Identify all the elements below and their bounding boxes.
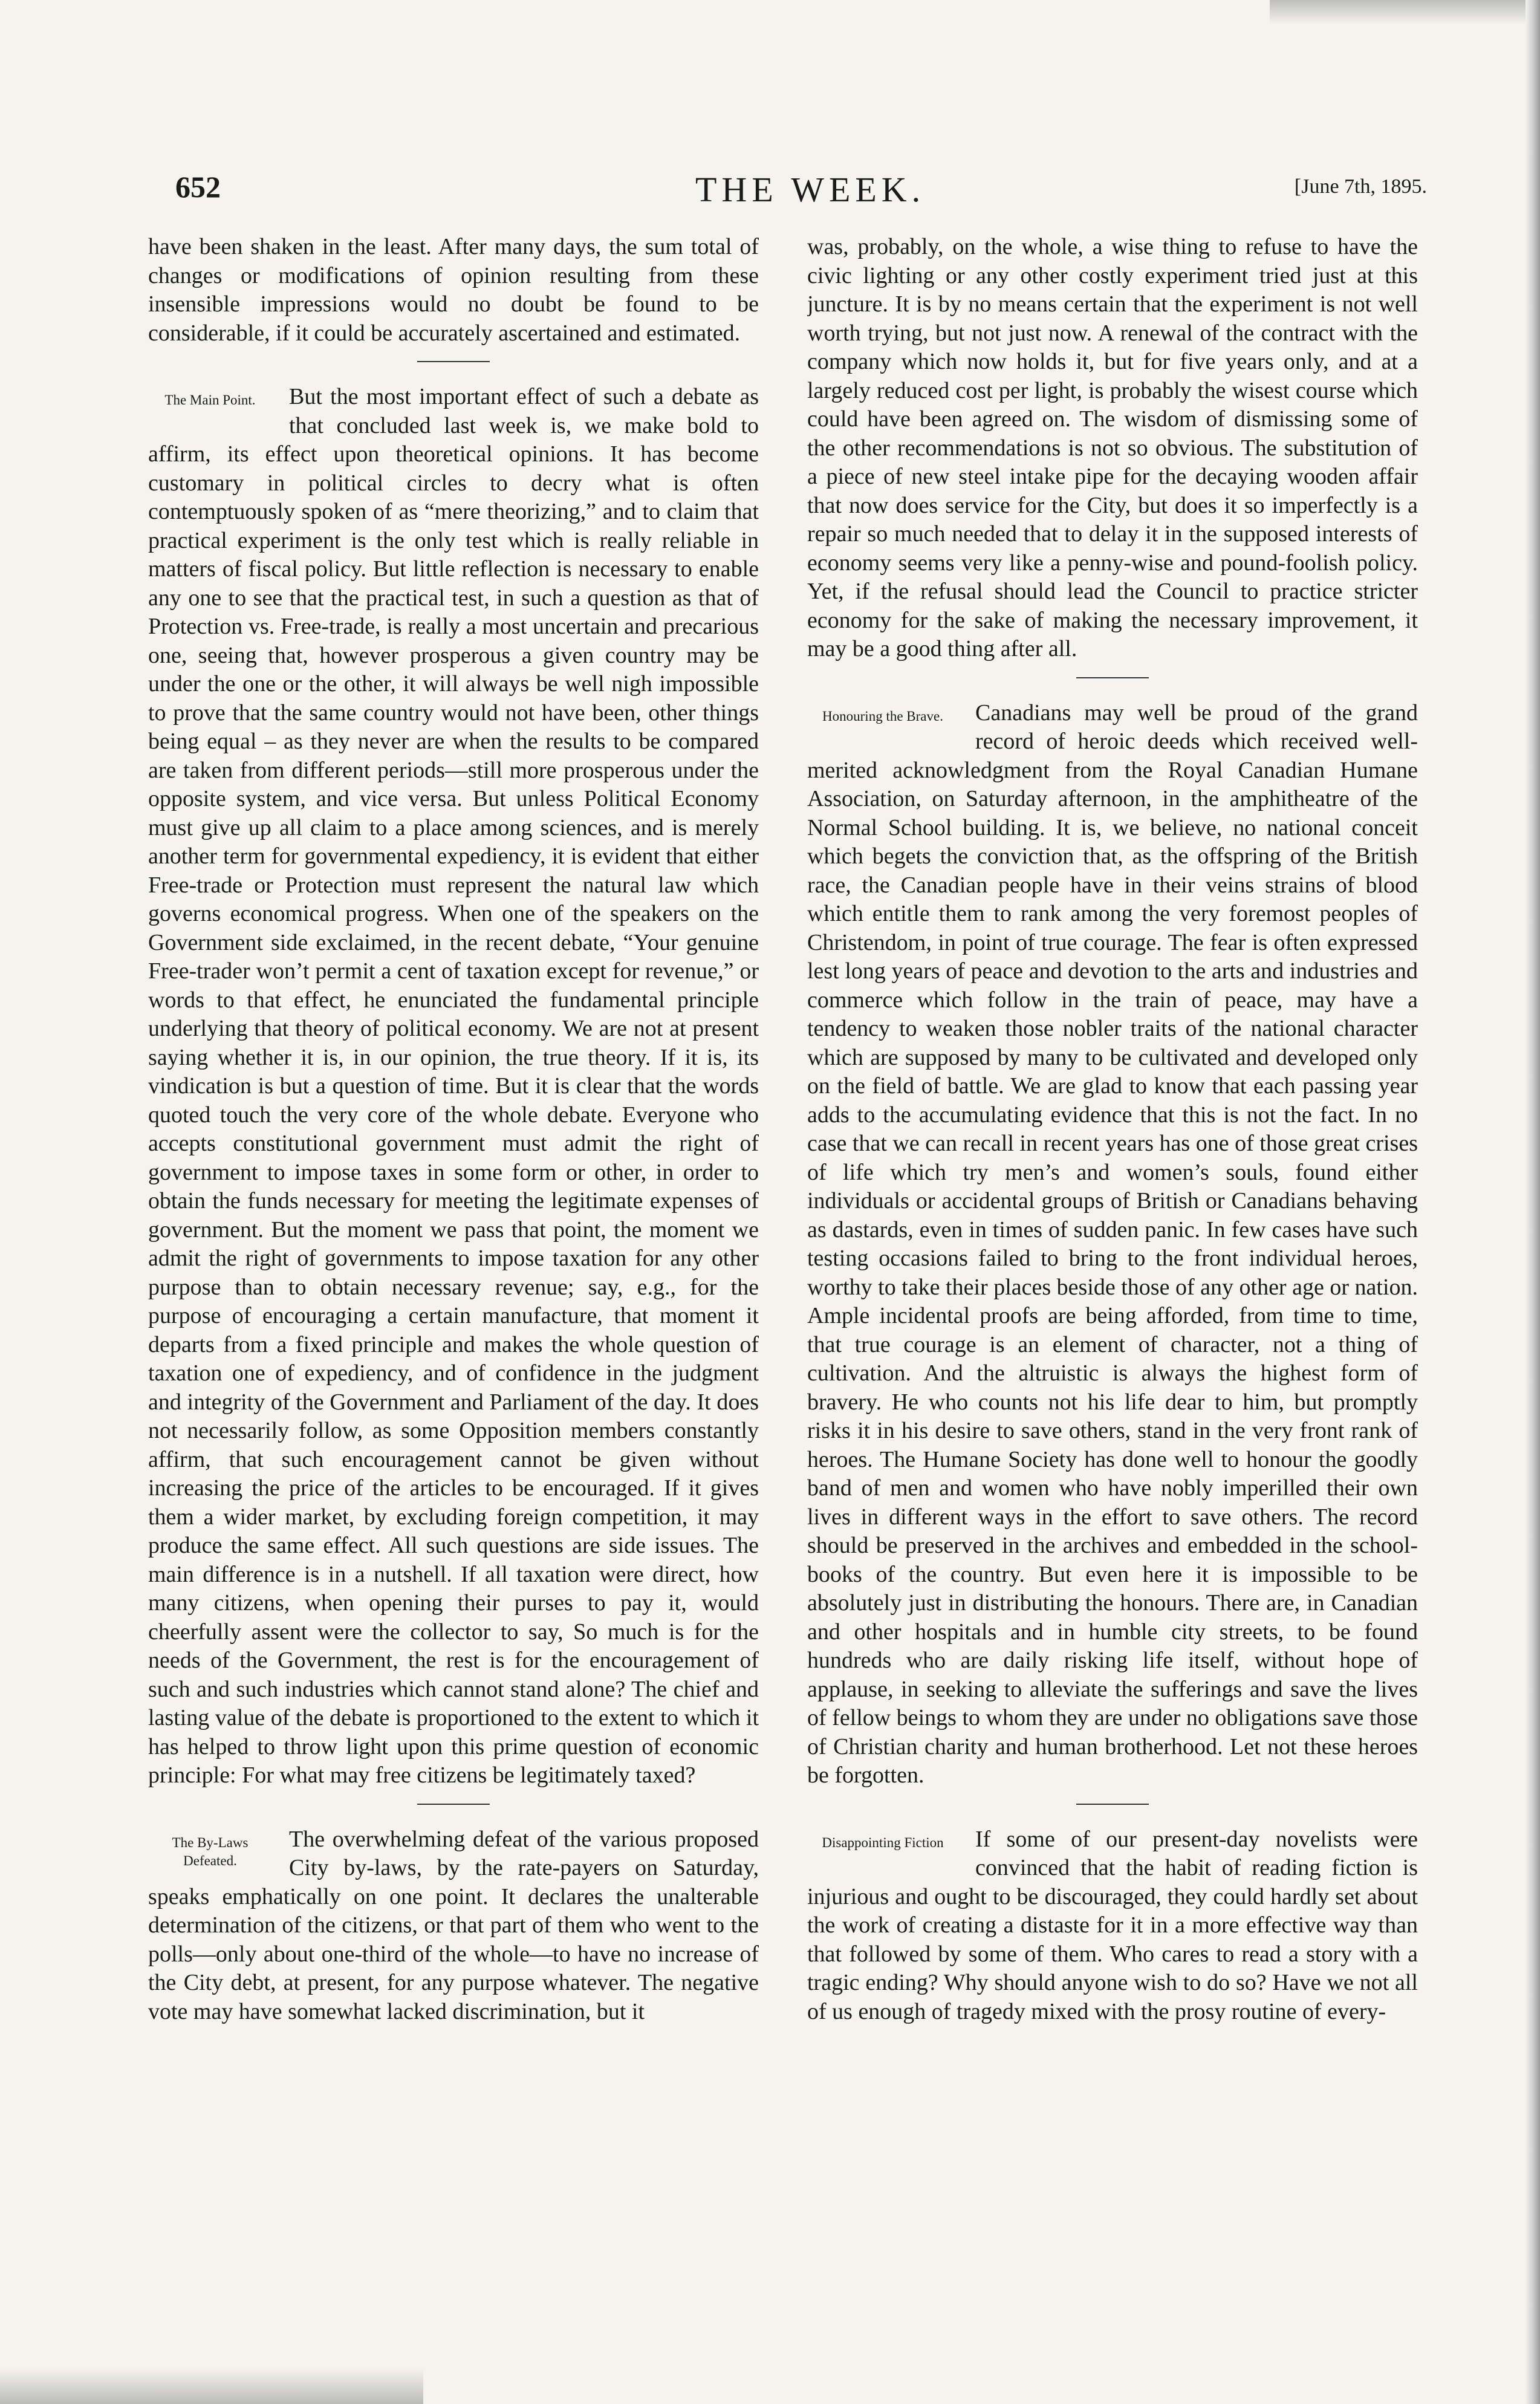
page-number: 652 — [175, 170, 221, 204]
continuation-paragraph-right: was, probably, on the whole, a wise thing to refuse to have the civic lighting or any other costly experiment tried just at this juncture. It is by no means certain that the experiment is not well worth trying, but not just now. A renewal of the contract with the company which now holds it, but for five years only, and at a largely reduced cost per light, is probably the wisest course which could have been agreed on. The wisdom of dismissing some of the other recommendations is not so obvious. The substitution of a piece of new steel intake pipe for the decaying wooden affair that now does service for the City, but does it so imperfectly is a repair so much needed that to delay it in the supposed interests of economy seems very like a penny-wise and pound-foolish policy. Yet, if the refusal should lead the Council to practice stricter economy for the sake of making the necessary improvement, it may be a good thing after all. — [807, 234, 1418, 661]
article-body: Canadians may well be proud of the grand record of heroic deeds which received well-merited acknowledgment from the Royal Canadian Humane Association, on Saturday afternoon, in the amphitheatre of the Normal School building. It is, we believe, no national conceit which begets the conviction that, as the offspring of the British race, the Canadian people have in their veins strains of blood which entitle them to rank among the very foremost peoples of Christendom, in point of true courage. The fear is often expressed lest long years of peace and devotion to the arts and industries and commerce which follow in the train of peace, may have a tendency to weaken those nobler traits of the national character which are supposed by many to be cultivated and developed only on the field of battle. We are glad to know that each passing year adds to the accumulating evidence that this is not the fact. In no case that we can recall in recent years has one of those great crises of life which try men’s and women’s souls, found either individuals or accidental groups of British or Canadians behaving as dastards, even in times of sudden panic. In few cases have such testing occasions failed to bring to the front individual heroes, worthy to take their places beside those of any other age or nation. Ample incidental proofs are being afforded, from time to time, that true courage is an element of character, not a thing of cultivation. And the altruistic is always the highest form of bravery. He who counts not his life dear to him, but promptly risks it in his desire to save others, stand in the very front rank of heroes. The Humane Society has done well to honour the goodly band of men and women who have nobly imperilled their own lives in different ways in the effort to save others. The record should be preserved in the archives and embedded in the school-books of the country. But even here it is impossible to be absolutely just in distributing the honours. There are, in Canadian and other hospitals and in humble city streets, to be found hundreds who are daily risking life itself, without hope of applause, in seeking to alleviate the sufferings and save the lives of fellow beings to whom they are under no obligations save those of Christian charity and human brotherhood. Let not these heroes be forgotten. — [807, 700, 1418, 1788]
sidenote-heading: Honouring the Brave. — [822, 708, 943, 724]
sidenote-heading: Disappointing Fiction — [822, 1834, 944, 1850]
publication-title: THE WEEK. — [695, 170, 926, 209]
article-main-point — [148, 383, 759, 1790]
right-column — [807, 233, 1418, 2331]
article-body: The overwhelming defeat of the various proposed City by-laws, by the rate-payers on Saturday, speaks emphatically on one point. It declares the unalterable determination of the citizens, or that part of them who went to the polls—only about one-third of the whole—to have no increase of the City debt, at present, for any purpose whatever. The negative vote may have somewhat lacked discrimination, but it — [148, 1826, 759, 2024]
page-edge-bottom — [0, 2368, 423, 2404]
page-header — [175, 169, 1427, 218]
article-disappointing-fiction — [807, 1825, 1418, 2027]
article-by-laws-defeated — [148, 1825, 759, 2027]
page-edge-right — [1525, 0, 1540, 2404]
sidenote-heading: The By-Laws Defeated. — [172, 1834, 249, 1868]
section-divider — [1076, 677, 1149, 678]
section-divider — [1076, 1804, 1149, 1805]
sidenote-heading: The Main Point. — [164, 392, 256, 408]
article-body: If some of our present-day novelists were convinced that the habit of reading fiction is injurious and ought to be discouraged, they could hardly set about the work of creating a distaste for it in a more effective way than that followed by some of them. Who cares to read a story with a tragic ending? Why should anyone wish to do so? Have we not all of us enough of tragedy mixed with the prosy routine of every- — [807, 1826, 1418, 2024]
section-divider — [417, 1804, 490, 1805]
left-column — [148, 233, 759, 2331]
article-honouring-the-brave — [807, 699, 1418, 1790]
section-divider — [417, 361, 490, 362]
article-body: But the most important effect of such a debate as that concluded last week is, we make bold to affirm, its effect upon theoretical opinions. It has become customary in political circles to decry what is often contemptuously spoken of as “mere theorizing,” and to claim that practical experiment is the only test which is really reliable in matters of fiscal policy. But little reflection is necessary to enable any one to see that the practical test, in such a question as that of Protection vs. Free-trade, is really a most uncertain and precarious one, seeing that, however prosperous a given country may be under the one or the other, it will always be well nigh impossible to prove that the same country would not have been, other things being equal – as they never are when the results to be compared are taken from different periods—still more prosperous under the opposite system, and vice versa. But unless Political Economy must give up all claim to a place among sciences, and is merely another term for governmental expediency, it is evident that either Free-trade or Protection must represent the natural law which governs economical progress. When one of the speakers on the Government side exclaimed, in the recent debate, “Your genuine Free-trader won’t permit a cent of taxation except for revenue,” or words to that effect, he enunciated the fundamental principle underlying that theory of political economy. We are not at present saying whether it is, in our opinion, the true theory. If it is, its vindication is but a question of time. But it is clear that the words quoted touch the very core of the whole debate. Everyone who accepts constitutional government must admit the right of government to impose taxes in some form or other, in order to obtain the funds necessary for meeting the legitimate expenses of government. But the moment we pass that point, the moment we admit the right of governments to impose taxation for any other purpose than to obtain necessary revenue; say, e.g., for the purpose of encouraging a certain manufacture, that moment it departs from a fixed principle and makes the whole question of taxation one of expediency, and of confidence in the judgment and integrity of the Government and Parliament of the day. It does not necessarily follow, as some Opposition members constantly affirm, that such encouragement cannot be given without increasing the price of the articles to be encouraged. If it gives them a wider market, by excluding foreign competition, it may produce the same effect. All such questions are side issues. The main difference is in a nutshell. If all taxation were direct, how many citizens, when opening their purses to pay it, would cheerfully assent were the collector to say, So much is for the needs of the Government, the rest is for the encouragement of such and such industries which cannot stand alone? The chief and lasting value of the debate is proportioned to the extent to which it has helped to throw light upon this prime question of economic principle: For what may free citizens be legitimately taxed? — [148, 384, 759, 1788]
page-edge-top — [1270, 0, 1540, 24]
continuation-paragraph-left: have been shaken in the least. After many days, the sum total of changes or modifications of opinion resulting from these insensible impressions would no doubt be found to be considerable, if it could be accurately ascertained and estimated. — [148, 234, 759, 346]
issue-date: [June 7th, 1895. — [1294, 175, 1427, 198]
